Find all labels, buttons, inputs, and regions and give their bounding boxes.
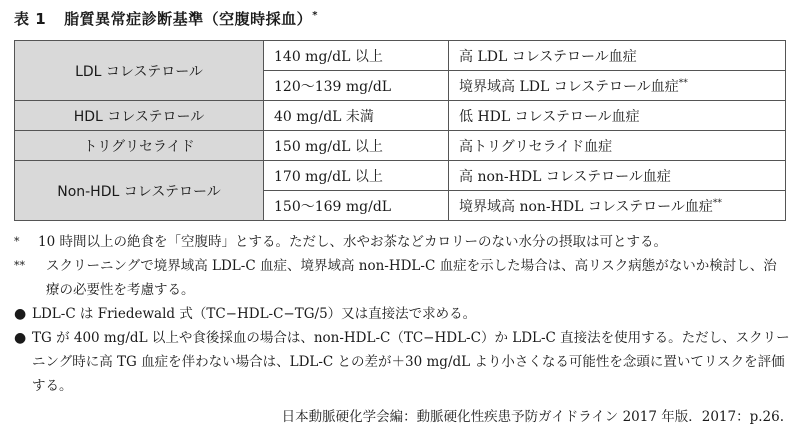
table-title <box>14 8 318 29</box>
diagnosis-text: 高 non-HDL コレステロール血症 <box>459 168 671 185</box>
footnote-text: 10 時間以上の絶食を「空腹時」とする。ただし、水やお茶などカロリーのない水分の摂取は可とする。 <box>38 234 667 250</box>
footnote <box>14 302 790 326</box>
criteria-table <box>14 40 786 221</box>
category-cell: HDL コレステロール <box>15 101 264 131</box>
diagnosis-text: 境界域高 LDL コレステロール血症 <box>459 78 679 95</box>
footnote <box>14 254 790 302</box>
diagnosis-cell <box>449 161 786 191</box>
threshold-cell: 40 mg/dL 未満 <box>264 101 449 131</box>
table-row <box>15 41 786 71</box>
category-cell: トリグリセライド <box>15 131 264 161</box>
footnotes <box>14 230 790 398</box>
footnote <box>14 230 790 254</box>
threshold-cell: 150～169 mg/dL <box>264 191 449 221</box>
diagnosis-text: 低 HDL コレステロール血症 <box>459 108 640 125</box>
threshold-cell: 150 mg/dL 以上 <box>264 131 449 161</box>
diagnosis-text: 高 LDL コレステロール血症 <box>459 48 637 65</box>
diagnosis-cell <box>449 131 786 161</box>
footnote-mark: ** <box>678 77 688 88</box>
table-title-text: 脂質異常症診断基準（空腹時採血） <box>64 10 313 28</box>
category-cell: Non-HDL コレステロール <box>15 161 264 221</box>
footnote-text: スクリーニングで境界域高 LDL-C 血症、境界域高 non-HDL-C 血症を示した場合は、高リスク病態がないか検討し、治療の必要性を考慮する。 <box>46 258 777 298</box>
diagnosis-cell <box>449 101 786 131</box>
diagnosis-cell <box>449 71 786 101</box>
diagnosis-text: 境界域高 non-HDL コレステロール血症 <box>459 198 713 215</box>
table-row <box>15 131 786 161</box>
title-footnote-mark: * <box>312 10 318 21</box>
threshold-cell: 140 mg/dL 以上 <box>264 41 449 71</box>
footnote-mark: ** <box>712 197 722 208</box>
footnote <box>14 326 790 398</box>
table-row <box>15 101 786 131</box>
footnote-text: TG が 400 mg/dL 以上や食後採血の場合は、non-HDL-C（TC−HDL-C）か LDL-C 直接法を使用する。ただし、スクリーニング時に高 TG 血症を伴わない場合は、LDL-C との差が＋30 mg/dL より小さくなる可能性を念頭に置いてリスクを評価する。 <box>32 330 790 394</box>
bullet-icon: ● <box>14 306 27 322</box>
diagnosis-cell <box>449 41 786 71</box>
category-cell: LDL コレステロール <box>15 41 264 101</box>
table-row <box>15 161 786 191</box>
threshold-cell: 170 mg/dL 以上 <box>264 161 449 191</box>
bullet-icon: ● <box>14 330 27 346</box>
diagnosis-text: 高トリグリセライド血症 <box>459 138 613 155</box>
footnote-mark: * <box>14 235 20 248</box>
threshold-cell: 120～139 mg/dL <box>264 71 449 101</box>
footnote-mark: ** <box>14 259 25 272</box>
footnote-text: LDL-C は Friedewald 式（TC−HDL-C−TG/5）又は直接法で求める。 <box>32 306 477 322</box>
table-number: 表 1 <box>14 10 47 28</box>
diagnosis-cell <box>449 191 786 221</box>
source-citation: 日本動脈硬化学会編：動脈硬化性疾患予防ガイドライン 2017 年版．2017：p.26. <box>281 409 784 425</box>
